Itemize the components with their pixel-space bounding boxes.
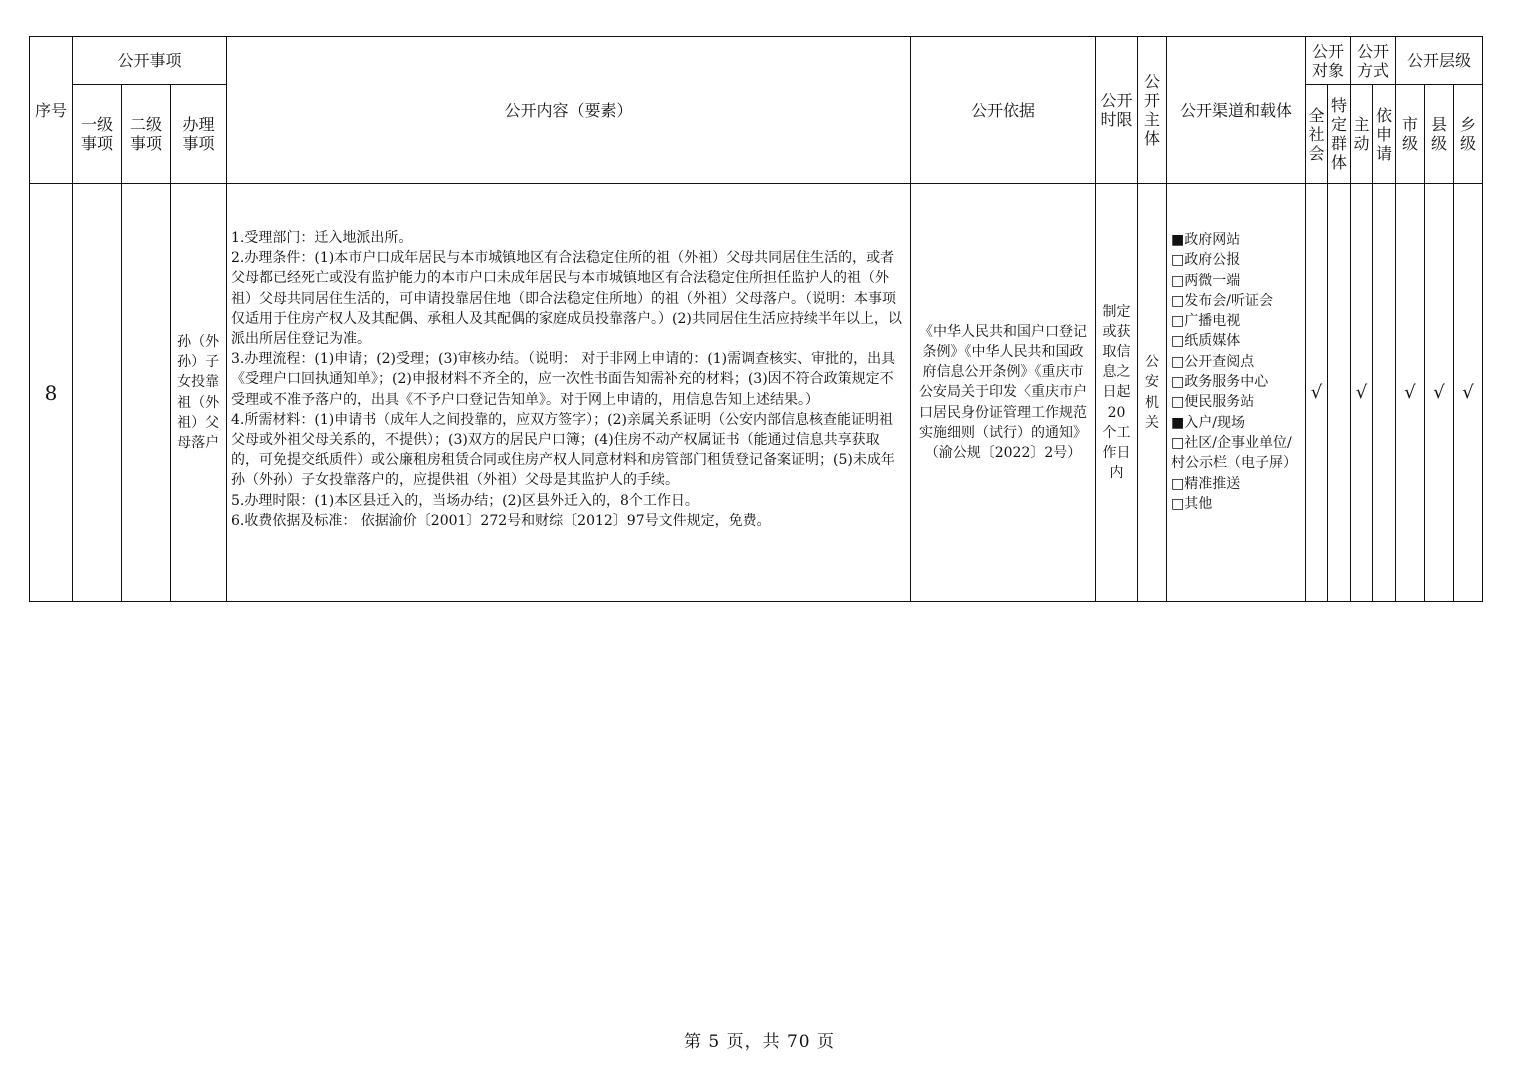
channel-item: □纸质媒体 bbox=[1171, 333, 1241, 350]
header-level1: 一级事项 bbox=[73, 85, 122, 184]
channel-item: ■入户/现场 bbox=[1171, 414, 1245, 431]
row-content bbox=[227, 184, 911, 602]
header-matters: 公开事项 bbox=[73, 37, 227, 85]
content-item: 1.受理部门：迁入地派出所。 bbox=[231, 230, 413, 246]
header-method-request: 依申请 bbox=[1373, 85, 1396, 184]
header-timing: 公开时限 bbox=[1096, 37, 1138, 184]
row-level2 bbox=[122, 184, 171, 602]
channel-item: □精准推送 bbox=[1171, 475, 1241, 492]
header-method-active: 主动 bbox=[1351, 85, 1373, 184]
header-level-city: 市级 bbox=[1396, 85, 1425, 184]
row-level1 bbox=[73, 184, 122, 602]
channel-item: □政府公报 bbox=[1171, 252, 1241, 269]
row-basis: 《中华人民共和国户口登记条例》《中华人民共和国政府信息公开条例》《重庆市公安局关于印发〈重庆市户口居民身份证管理工作规范实施细则（试行）的通知》（渝公规〔2022〕2号） bbox=[911, 184, 1096, 602]
header-seq: 序号 bbox=[30, 37, 73, 184]
content-item: 2.办理条件：(1)本市户口成年居民与本市城镇地区有合法稳定住所的祖（外祖）父母共同居住生活的，或者父母都已经死亡或没有监护能力的本市户口未成年居民与本市城镇地区有合法稳定住所担任监护人的祖（外祖）父母共同居住生活的，可申请投靠居住地（即合法稳定住所地）的祖（外祖）父母落户。（说明：本事项仅适用于住房产权人及其配偶、承租人及其配偶的家庭成员投靠落户。）(2)共同居住生活应持续半年以上，以派出所居住登记为准。 bbox=[231, 250, 902, 348]
channel-item: □其他 bbox=[1171, 495, 1213, 512]
content-item: 4.所需材料：(1)申请书（成年人之间投靠的，应双方签字）；(2)亲属关系证明（公安内部信息核查能证明祖父母或外祖父母关系的，不提供）；(3)双方的居民户口簿；(4)住房不动产权属证书（能通过信息共享获取的，可免提交纸质件）或公廉租房租赁合同或住房产权人同意材料和房管部门租赁登记备案证明；(5)未成年孙（外孙）子女投靠落户的，应提供祖（外祖）父母是其监护人的手续。 bbox=[231, 411, 895, 489]
header-levels: 公开层级 bbox=[1396, 37, 1483, 85]
row-channels bbox=[1167, 184, 1306, 602]
header-subject: 公开主体 bbox=[1138, 37, 1167, 184]
header-row-1 bbox=[30, 37, 1483, 85]
check-level-city: √ bbox=[1396, 184, 1425, 602]
content-item: 5.办理时限：(1)本区县迁入的，当场办结；(2)区县外迁入的，8个工作日。 bbox=[231, 492, 699, 509]
header-content: 公开内容（要素） bbox=[227, 37, 911, 184]
check-level-county: √ bbox=[1425, 184, 1454, 602]
channel-item: □政务服务中心 bbox=[1171, 374, 1269, 391]
disclosure-table bbox=[29, 36, 1483, 602]
row-handle: 孙（外孙）子女投靠祖（外祖）父母落户 bbox=[171, 184, 227, 602]
channel-item: ■政府网站 bbox=[1171, 232, 1241, 248]
check-level-town: √ bbox=[1454, 184, 1483, 602]
check-audience-all: √ bbox=[1306, 184, 1328, 602]
header-level2: 二级事项 bbox=[122, 85, 171, 184]
header-level-town: 乡级 bbox=[1454, 85, 1483, 184]
content-item: 6.收费依据及标准： 依据渝价〔2001〕272号和财综〔2012〕97号文件规定，免费。 bbox=[231, 512, 771, 529]
check-method-request bbox=[1373, 184, 1396, 602]
channel-item: □广播电视 bbox=[1171, 313, 1241, 330]
row-subject: 公安机关 bbox=[1138, 184, 1167, 602]
header-method: 公开方式 bbox=[1351, 37, 1396, 85]
check-method-active: √ bbox=[1351, 184, 1373, 602]
header-audience: 公开对象 bbox=[1306, 37, 1351, 85]
header-level-county: 县级 bbox=[1425, 85, 1454, 184]
check-audience-specific bbox=[1328, 184, 1351, 602]
channel-item: □公开查阅点 bbox=[1171, 353, 1255, 370]
header-audience-all: 全社会 bbox=[1306, 85, 1328, 184]
content-item: 3.办理流程：(1)申请；(2)受理；(3)审核办结。（说明： 对于非网上申请的：(1)需调查核实、审批的，出具《受理户口回执通知单》；(2)申报材料不齐全的，应一次性书面告知需补充的材料；(3)因不符合政策规定不受理或不准予落户的，出具《不予户口登记告知单》。对于网上申请的，用信息告知上述结果。） bbox=[231, 351, 896, 408]
channel-item: □发布会/听证会 bbox=[1171, 292, 1273, 309]
channel-item: □便民服务站 bbox=[1171, 394, 1255, 411]
header-handle: 办理事项 bbox=[171, 85, 227, 184]
table-row bbox=[30, 184, 1483, 602]
row-seq: 8 bbox=[30, 184, 73, 602]
header-channels: 公开渠道和载体 bbox=[1167, 37, 1306, 184]
channel-item: □两微一端 bbox=[1171, 272, 1241, 289]
channel-item: □社区/企事业单位/村公示栏（电子屏） bbox=[1171, 434, 1297, 472]
header-audience-specific: 特定群体 bbox=[1328, 85, 1351, 184]
page-footer: 第 5 页，共 70 页 bbox=[683, 1032, 836, 1052]
header-basis: 公开依据 bbox=[911, 37, 1096, 184]
row-timing: 制定或获取信息之日起20个工作日内 bbox=[1096, 184, 1138, 602]
